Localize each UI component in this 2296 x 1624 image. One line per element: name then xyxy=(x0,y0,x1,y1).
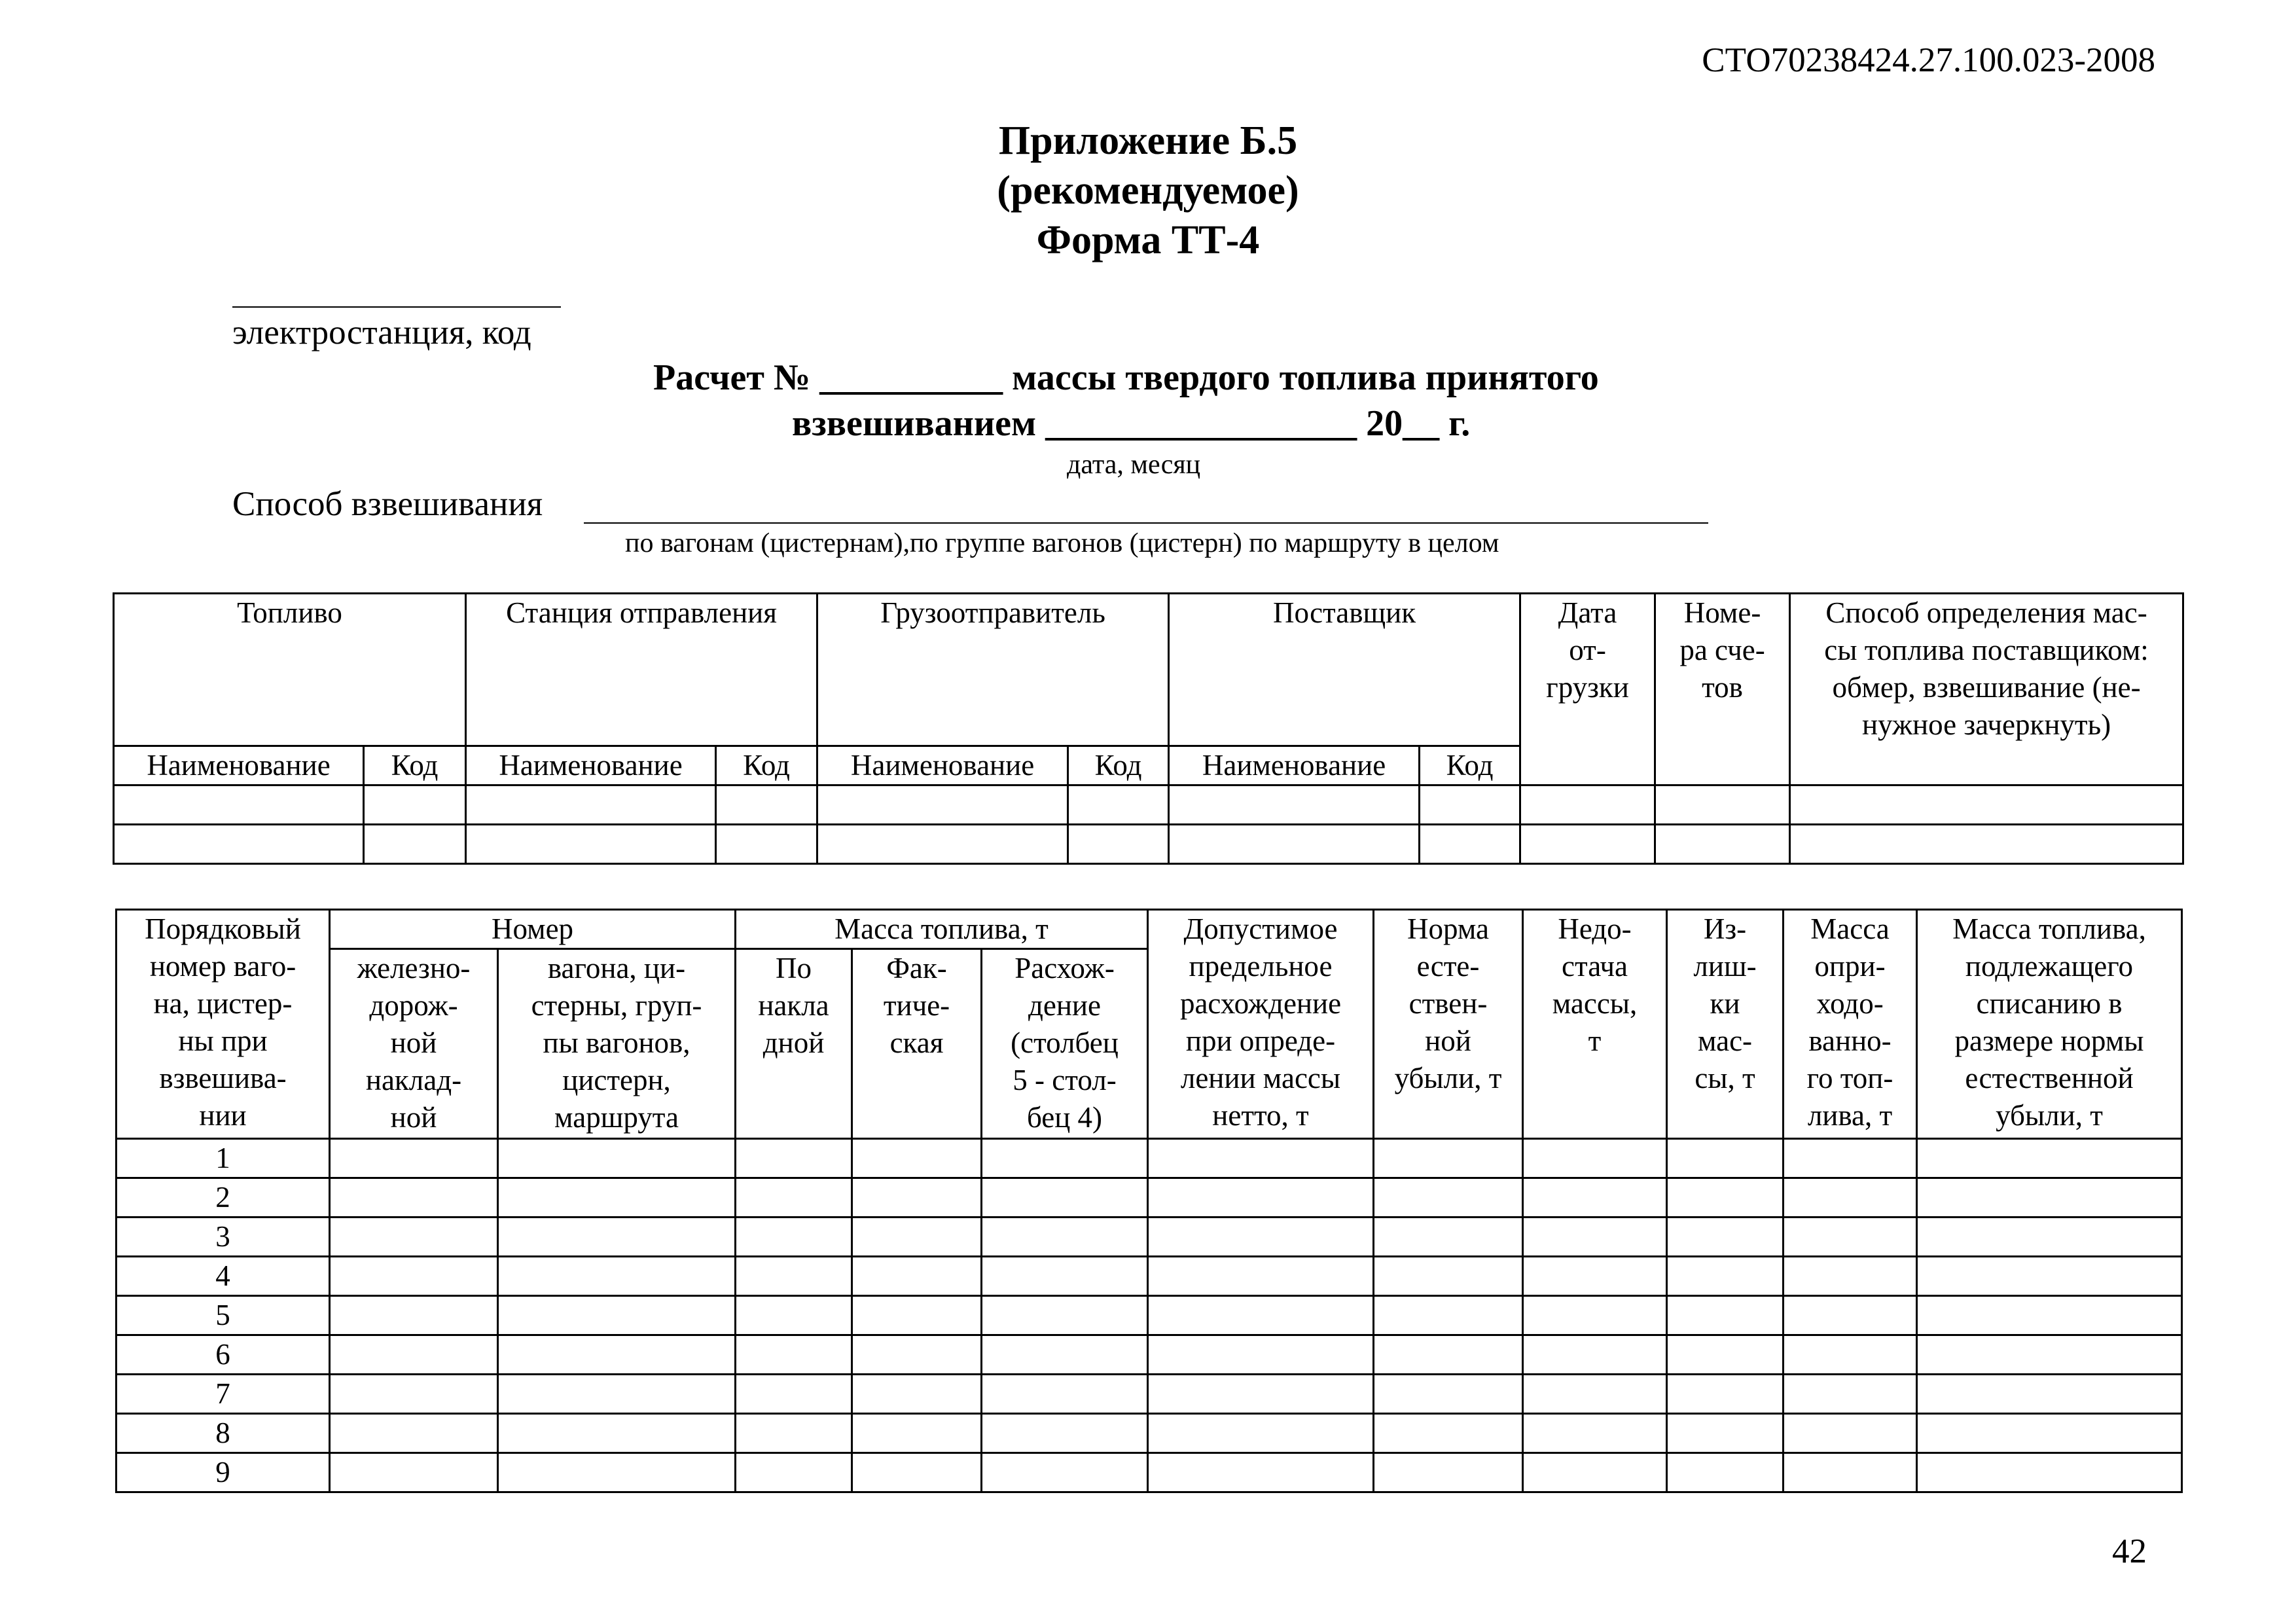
table-row xyxy=(117,1296,2182,1335)
table-row xyxy=(117,1335,2182,1375)
table-row xyxy=(114,825,2183,864)
table-cell[interactable] xyxy=(1784,1414,1917,1453)
table-cell[interactable] xyxy=(1784,1139,1917,1178)
weighing-results-table xyxy=(115,909,2183,1493)
table-cell[interactable] xyxy=(1667,1178,1784,1218)
table-cell[interactable] xyxy=(736,1257,852,1296)
table-cell[interactable] xyxy=(1148,1139,1374,1178)
document-code: СТО70238424.27.100.023-2008 xyxy=(1702,41,2155,79)
header-supplier-method: Способ определения мас- сы топлива поставщиком: обмер, взвешивание (не- нужное зачеркнуть) xyxy=(1790,594,2183,785)
table-cell[interactable] xyxy=(1917,1335,2182,1375)
header-shortage: Недо- стача массы, т xyxy=(1523,910,1667,1139)
header-ship-date: Дата от- грузки xyxy=(1520,594,1655,785)
table-cell[interactable] xyxy=(1374,1453,1523,1492)
header-tolerance: Допустимое предельное расхождение при опреде- лении массы нетто, т xyxy=(1148,910,1374,1139)
table-cell[interactable] xyxy=(330,1453,498,1492)
table-cell[interactable] xyxy=(114,825,364,864)
station-fill-line[interactable] xyxy=(232,306,561,308)
appendix-title: Приложение Б.5 xyxy=(998,118,1298,163)
row-number: 8 xyxy=(117,1414,330,1453)
date-caption: дата, месяц xyxy=(1067,450,1201,480)
table-cell[interactable] xyxy=(736,1335,852,1375)
table-cell[interactable] xyxy=(1374,1335,1523,1375)
table-cell[interactable] xyxy=(498,1375,736,1414)
table-cell[interactable] xyxy=(330,1414,498,1453)
subheader-station-code: Код xyxy=(716,746,817,785)
page-number: 42 xyxy=(2112,1532,2147,1570)
table-cell[interactable] xyxy=(1784,1453,1917,1492)
table-cell[interactable] xyxy=(114,785,364,825)
calc-title-line1: Расчет № __________ массы твердого топлива принятого xyxy=(653,357,1599,398)
table-cell[interactable] xyxy=(817,825,1068,864)
table-cell[interactable] xyxy=(1917,1178,2182,1218)
table-row xyxy=(117,1139,2182,1178)
row-number: 2 xyxy=(117,1178,330,1218)
table-cell[interactable] xyxy=(1523,1335,1667,1375)
table-cell[interactable] xyxy=(716,825,817,864)
subheader-rail-invoice: железно- дорож- ной наклад- ной xyxy=(330,949,498,1139)
table-cell[interactable] xyxy=(982,1139,1148,1178)
table-cell[interactable] xyxy=(982,1335,1148,1375)
table-cell[interactable] xyxy=(1169,825,1420,864)
row-number: 9 xyxy=(117,1453,330,1492)
table-cell[interactable] xyxy=(1523,1178,1667,1218)
subheader-supplier-code: Код xyxy=(1420,746,1520,785)
header-writeoff-mass: Масса топлива, подлежащего списанию в размере нормы естественной убыли, т xyxy=(1917,910,2182,1139)
subheader-by-invoice: По накла дной xyxy=(736,949,852,1139)
table-cell[interactable] xyxy=(1667,1218,1784,1257)
row-number: 1 xyxy=(117,1139,330,1178)
table-cell[interactable] xyxy=(1148,1453,1374,1492)
table-cell[interactable] xyxy=(982,1453,1148,1492)
table-cell[interactable] xyxy=(1917,1139,2182,1178)
table-cell[interactable] xyxy=(1148,1335,1374,1375)
table-cell[interactable] xyxy=(1667,1375,1784,1414)
table-cell[interactable] xyxy=(1917,1218,2182,1257)
table-cell[interactable] xyxy=(498,1257,736,1296)
subheader-difference: Расхож- дение (столбец 5 - стол- бец 4) xyxy=(982,949,1148,1139)
table-cell[interactable] xyxy=(736,1178,852,1218)
table-cell[interactable] xyxy=(364,785,466,825)
table-cell[interactable] xyxy=(982,1218,1148,1257)
table-cell[interactable] xyxy=(736,1414,852,1453)
table-cell[interactable] xyxy=(852,1453,982,1492)
table-cell[interactable] xyxy=(1520,785,1655,825)
table-cell[interactable] xyxy=(736,1296,852,1335)
table-cell[interactable] xyxy=(1420,785,1520,825)
header-fuel: Топливо xyxy=(114,594,466,746)
header-invoice-numbers: Номе- ра сче- тов xyxy=(1655,594,1790,785)
row-number: 7 xyxy=(117,1375,330,1414)
table-cell[interactable] xyxy=(1148,1296,1374,1335)
calc-title-line2: взвешиванием _________________ 20__ г. xyxy=(792,403,1471,444)
table-cell[interactable] xyxy=(852,1375,982,1414)
table-cell[interactable] xyxy=(1420,825,1520,864)
table-cell[interactable] xyxy=(1667,1257,1784,1296)
table-cell[interactable] xyxy=(736,1453,852,1492)
table-row xyxy=(117,1453,2182,1492)
header-fuel-mass: Масса топлива, т xyxy=(736,910,1148,949)
table-cell[interactable] xyxy=(1374,1257,1523,1296)
table-cell[interactable] xyxy=(852,1257,982,1296)
header-natural-loss-norm: Норма есте- ствен- ной убыли, т xyxy=(1374,910,1523,1139)
table-cell[interactable] xyxy=(1523,1139,1667,1178)
table-row xyxy=(117,1218,2182,1257)
table-cell[interactable] xyxy=(330,1139,498,1178)
weighing-method-label: Способ взвешивания xyxy=(232,485,543,523)
table-cell[interactable] xyxy=(1917,1414,2182,1453)
table-cell[interactable] xyxy=(1374,1139,1523,1178)
header-number: Номер xyxy=(330,910,736,949)
table-cell[interactable] xyxy=(466,825,716,864)
table-cell[interactable] xyxy=(1374,1414,1523,1453)
table-cell[interactable] xyxy=(1917,1296,2182,1335)
table-cell[interactable] xyxy=(1667,1139,1784,1178)
table-cell[interactable] xyxy=(1523,1414,1667,1453)
table-cell[interactable] xyxy=(982,1375,1148,1414)
header-received-mass: Масса опри- ходо- ванно- го топ- лива, т xyxy=(1784,910,1917,1139)
table-cell[interactable] xyxy=(1148,1178,1374,1218)
table-cell[interactable] xyxy=(1523,1375,1667,1414)
table-cell[interactable] xyxy=(982,1257,1148,1296)
table-row xyxy=(117,1178,2182,1218)
table-cell[interactable] xyxy=(1148,1257,1374,1296)
table-cell[interactable] xyxy=(1784,1375,1917,1414)
table-cell[interactable] xyxy=(1523,1453,1667,1492)
header-shipper: Грузоотправитель xyxy=(817,594,1169,746)
table-cell[interactable] xyxy=(852,1218,982,1257)
header-departure-station: Станция отправления xyxy=(466,594,817,746)
subheader-supplier-name: Наименование xyxy=(1169,746,1420,785)
table-cell[interactable] xyxy=(330,1218,498,1257)
table-cell[interactable] xyxy=(982,1414,1148,1453)
table-cell[interactable] xyxy=(1655,785,1790,825)
station-label: электростанция, код xyxy=(232,314,531,352)
table-cell[interactable] xyxy=(1667,1453,1784,1492)
subheader-fuel-code: Код xyxy=(364,746,466,785)
row-number: 6 xyxy=(117,1335,330,1375)
table-cell[interactable] xyxy=(1917,1453,2182,1492)
table-cell[interactable] xyxy=(1523,1296,1667,1335)
table-cell[interactable] xyxy=(852,1139,982,1178)
table-cell[interactable] xyxy=(1374,1296,1523,1335)
table-cell[interactable] xyxy=(736,1375,852,1414)
table-row xyxy=(117,1414,2182,1453)
table-cell[interactable] xyxy=(817,785,1068,825)
table-cell[interactable] xyxy=(1667,1296,1784,1335)
table-cell[interactable] xyxy=(1148,1414,1374,1453)
table-cell[interactable] xyxy=(498,1414,736,1453)
table-cell[interactable] xyxy=(1655,825,1790,864)
table-cell[interactable] xyxy=(498,1453,736,1492)
table-cell[interactable] xyxy=(330,1178,498,1218)
table-cell[interactable] xyxy=(498,1335,736,1375)
table-cell[interactable] xyxy=(982,1296,1148,1335)
header-surplus: Из- лиш- ки мас- сы, т xyxy=(1667,910,1784,1139)
table-cell[interactable] xyxy=(498,1296,736,1335)
table-cell[interactable] xyxy=(1784,1218,1917,1257)
table-cell[interactable] xyxy=(1148,1375,1374,1414)
subheader-shipper-code: Код xyxy=(1068,746,1169,785)
table-cell[interactable] xyxy=(1667,1414,1784,1453)
table-cell[interactable] xyxy=(1917,1257,2182,1296)
table-cell[interactable] xyxy=(1169,785,1420,825)
table-row xyxy=(117,1257,2182,1296)
table-cell[interactable] xyxy=(736,1139,852,1178)
row-number: 3 xyxy=(117,1218,330,1257)
table-cell[interactable] xyxy=(498,1139,736,1178)
subheader-actual: Фак- тиче- ская xyxy=(852,949,982,1139)
table-cell[interactable] xyxy=(736,1218,852,1257)
table-cell[interactable] xyxy=(1784,1296,1917,1335)
subheader-fuel-name: Наименование xyxy=(114,746,364,785)
table-cell[interactable] xyxy=(982,1178,1148,1218)
row-number: 5 xyxy=(117,1296,330,1335)
table-cell[interactable] xyxy=(1068,785,1169,825)
table-cell[interactable] xyxy=(852,1335,982,1375)
table-cell[interactable] xyxy=(498,1178,736,1218)
subheader-wagon: вагона, ци- стерны, груп- пы вагонов, цистерн, маршрута xyxy=(498,949,736,1139)
table-cell[interactable] xyxy=(1917,1375,2182,1414)
table-row xyxy=(114,785,2183,825)
table-cell[interactable] xyxy=(852,1296,982,1335)
table-cell[interactable] xyxy=(1520,825,1655,864)
table-cell[interactable] xyxy=(1784,1178,1917,1218)
table-cell[interactable] xyxy=(330,1335,498,1375)
table-cell[interactable] xyxy=(1784,1335,1917,1375)
table-cell[interactable] xyxy=(1523,1257,1667,1296)
form-title: Форма ТТ-4 xyxy=(1036,218,1260,262)
table-cell[interactable] xyxy=(1148,1218,1374,1257)
table-cell[interactable] xyxy=(852,1178,982,1218)
header-sequence-number: Порядковый номер ваго- на, цистер- ны при взвешива- нии xyxy=(117,910,330,1139)
table-cell[interactable] xyxy=(466,785,716,825)
table-cell[interactable] xyxy=(1523,1218,1667,1257)
subheader-shipper-name: Наименование xyxy=(817,746,1068,785)
table-cell[interactable] xyxy=(330,1296,498,1335)
table-cell[interactable] xyxy=(1374,1178,1523,1218)
table-cell[interactable] xyxy=(1068,825,1169,864)
table-cell[interactable] xyxy=(498,1218,736,1257)
weighing-method-fill-line[interactable] xyxy=(584,522,1708,524)
table-cell[interactable] xyxy=(1790,785,2183,825)
table-cell[interactable] xyxy=(1374,1218,1523,1257)
shipment-info-table xyxy=(113,592,2184,865)
table-cell[interactable] xyxy=(330,1375,498,1414)
table-cell[interactable] xyxy=(1667,1335,1784,1375)
header-supplier: Поставщик xyxy=(1169,594,1520,746)
weighing-method-caption: по вагонам (цистернам),по группе вагонов (цистерн) по маршруту в целом xyxy=(625,528,1499,558)
table-cell[interactable] xyxy=(1790,825,2183,864)
subheader-station-name: Наименование xyxy=(466,746,716,785)
table-row xyxy=(117,1375,2182,1414)
table-cell[interactable] xyxy=(716,785,817,825)
appendix-subtitle: (рекомендуемое) xyxy=(997,168,1299,213)
table-cell[interactable] xyxy=(1374,1375,1523,1414)
table-cell[interactable] xyxy=(364,825,466,864)
table-cell[interactable] xyxy=(1784,1257,1917,1296)
table-cell[interactable] xyxy=(330,1257,498,1296)
row-number: 4 xyxy=(117,1257,330,1296)
table-cell[interactable] xyxy=(852,1414,982,1453)
